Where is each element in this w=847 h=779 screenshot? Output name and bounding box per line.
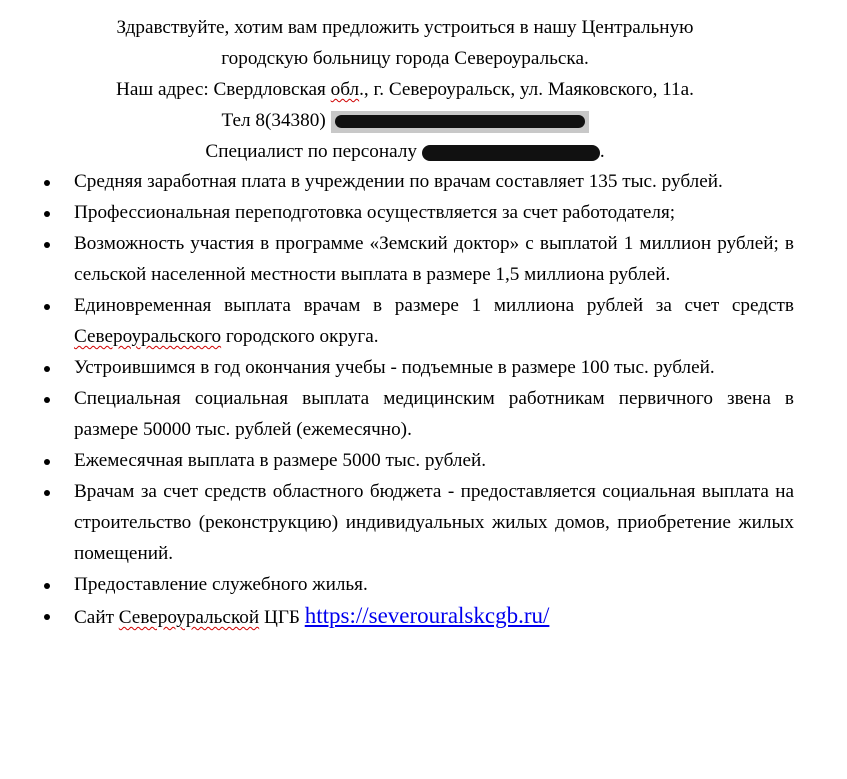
list-item: [0, 197, 794, 228]
list-item: [0, 600, 794, 633]
bullet-icon: [44, 211, 50, 217]
list-item-text: Возможность участия в программе «Земский доктор» с выплатой 1 миллион рублей; в сельской населенной местности выплата в размере 1,5 миллиона рублей.: [74, 233, 794, 285]
list-item: [0, 228, 794, 290]
specialist-line: [40, 136, 770, 167]
hospital-website-link[interactable]: https://severouralskcgb.ru/: [304, 603, 550, 628]
list-item-text: Сайт: [74, 607, 119, 628]
bullet-icon: [44, 614, 50, 620]
bullet-icon: [44, 459, 50, 465]
list-item-misspelled-word: Североуральского: [74, 326, 222, 347]
bullet-icon: [44, 304, 50, 310]
list-item-misspelled-word: Североуральской: [118, 607, 260, 628]
address-rest: ., г. Североуральск, ул. Маяковского, 11а.: [359, 79, 694, 100]
list-item-text: Предоставление служебного жилья.: [74, 574, 368, 595]
phone-prefix: Тел 8(34380): [221, 110, 331, 131]
list-item: [0, 476, 794, 569]
benefits-list: [0, 166, 847, 633]
list-item-text: Врачам за счет средств областного бюджета - предоставляется социальная выплата на строительство (реконструкцию) индивидуальных жилых домов, приобретение жилых помещений.: [74, 481, 794, 564]
bullet-icon: [44, 242, 50, 248]
list-item-text: Устроившимся в год окончания учебы - подъемные в размере 100 тыс. рублей.: [74, 357, 715, 378]
specialist-prefix: Специалист по персоналу: [205, 141, 422, 162]
list-item-text: Специальная социальная выплата медицинским работникам первичного звена в размере 50000 тыс. рублей (ежемесячно).: [74, 388, 794, 440]
address-obl: обл: [330, 79, 360, 100]
bullet-icon: [44, 397, 50, 403]
specialist-suffix: .: [599, 141, 605, 162]
list-item-text-end: городского округа.: [221, 326, 379, 347]
list-item-text-mid: ЦГБ: [259, 607, 305, 628]
greeting-line-1: Здравствуйте, хотим вам предложить устроиться в нашу Центральную: [116, 17, 694, 38]
bullet-icon: [44, 180, 50, 186]
list-item: [0, 569, 794, 600]
specialist-name-redaction: [422, 145, 600, 161]
bullet-icon: [44, 583, 50, 589]
list-item: [0, 352, 794, 383]
address-prefix: Наш адрес: Свердловская: [116, 79, 331, 100]
list-item-text: Средняя заработная плата в учреждении по врачам составляет 135 тыс. рублей.: [74, 171, 723, 192]
list-item: [0, 290, 794, 352]
list-item: [0, 166, 794, 197]
greeting-line-2: городскую больницу города Североуральска.: [221, 48, 589, 69]
list-item-text: Единовременная выплата врачам в размере 1 миллиона рублей за счет средств: [74, 295, 794, 316]
phone-redaction: [331, 111, 589, 133]
list-item-text: Профессиональная переподготовка осуществляется за счет работодателя;: [74, 202, 676, 223]
address-line: [40, 74, 770, 105]
bullet-icon: [44, 490, 50, 496]
bullet-icon: [44, 366, 50, 372]
list-item: [0, 383, 794, 445]
list-item: [0, 445, 794, 476]
phone-line: [40, 105, 770, 136]
list-item-text: Ежемесячная выплата в размере 5000 тыс. рублей.: [74, 450, 487, 471]
